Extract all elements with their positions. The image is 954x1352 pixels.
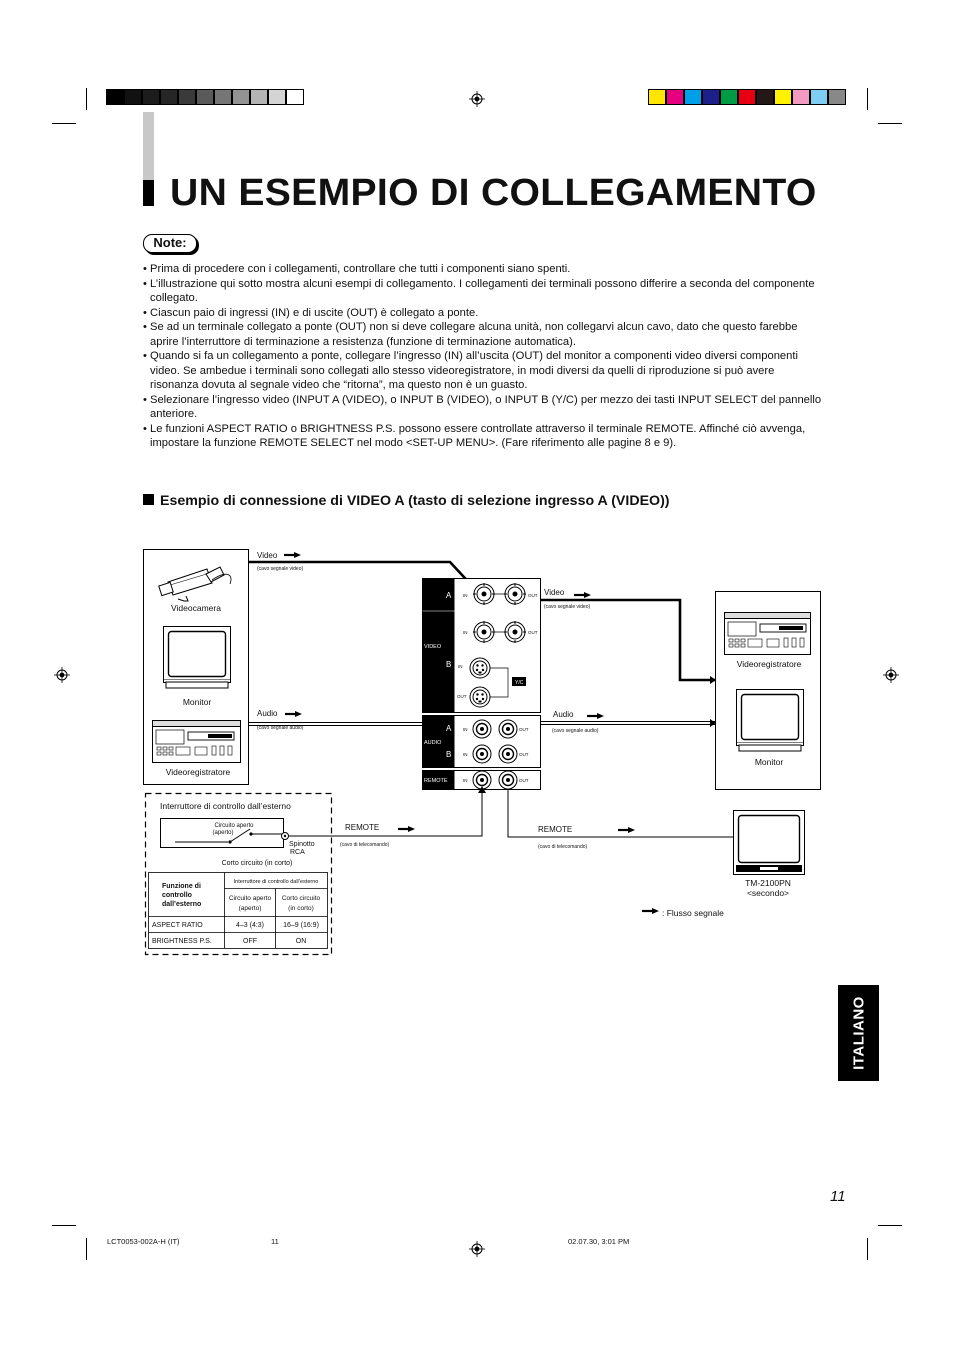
second-monitor-icon <box>734 811 805 875</box>
note-item: • Selezionare l’ingresso video (INPUT A (VIDEO), o INPUT B (VIDEO), o INPUT B (Y/C) per mezzo dei tasti INPUT SELECT del pannello anteriore. <box>143 393 823 422</box>
camera-label: Videocamera <box>171 603 221 613</box>
table-cell: 16–9 (16:9) <box>283 922 319 929</box>
panel-in-label: IN <box>463 727 468 732</box>
page-number: 11 <box>830 1188 846 1205</box>
remote-in-sublabel: (cavo di telecomando) <box>340 842 390 848</box>
video-in-sublabel: (cavo segnale video) <box>257 566 304 572</box>
monitor-label-left: Monitor <box>182 697 212 707</box>
table-row-name: ASPECT RATIO <box>152 922 203 929</box>
table-corner-line3: dall’esterno <box>162 901 202 908</box>
table-row-name: BRIGHTNESS P.S. <box>152 938 212 945</box>
panel-out-label: OUT <box>528 593 538 598</box>
table-col-short: Corto circuito <box>281 895 321 902</box>
audio-in-label: Audio <box>257 709 278 718</box>
panel-in-label: IN <box>463 778 468 783</box>
video-out-sublabel: (cavo segnale video) <box>544 604 591 610</box>
panel-out-label: OUT <box>519 727 529 732</box>
table-col-open-sub: (aperto) <box>238 905 262 912</box>
monitor-icon <box>164 627 231 689</box>
footer-date: 02.07.30, 3:01 PM <box>568 1237 630 1246</box>
note-badge: Note: <box>143 234 197 253</box>
panel-b-label: B <box>446 660 452 669</box>
table-group-header: Interruttore di controllo dall’esterno <box>233 879 319 885</box>
footer-page: 11 <box>271 1237 279 1246</box>
panel-a-label: A <box>446 724 452 733</box>
table-col-short-sub: (in corto) <box>288 905 314 912</box>
footer-doc-code: LCT0053-002A-H (IT) <box>107 1237 180 1246</box>
table-corner-line2: controllo <box>162 892 192 899</box>
remote-out-sublabel: (cavo di telecomando) <box>538 844 588 850</box>
video-in-label: Video <box>257 551 278 560</box>
table-cell: ON <box>295 938 307 945</box>
monitor-label-right: Monitor <box>754 757 784 767</box>
panel-yc-label: Y/C <box>515 680 524 686</box>
panel-audio-label: AUDIO <box>424 740 442 746</box>
section-heading-text: Esempio di connessione di VIDEO A (tasto di selezione ingresso A (VIDEO)) <box>160 493 670 509</box>
panel-out-label: OUT <box>519 752 529 757</box>
table-col-open: Circuito aperto <box>228 895 272 902</box>
language-tab-label: ITALIANO <box>850 996 867 1070</box>
page-title: UN ESEMPIO DI COLLEGAMENTO <box>170 172 817 214</box>
short-circuit-label: Corto circuito (in corto) <box>221 860 293 867</box>
note-item: • L’illustrazione qui sotto mostra alcuni esempi di collegamento. I collegamenti dei terminali possono differire a seconda del componente collegato. <box>143 277 823 306</box>
monitor-icon <box>737 690 804 752</box>
vcr-label-left: Videoregistratore <box>165 767 231 777</box>
switch-title: Interruttore di controllo dall’esterno <box>160 801 291 811</box>
rca-plug-sublabel: RCA <box>290 849 305 856</box>
vcr-icon <box>153 721 241 763</box>
audio-in-sublabel: (cavo segnale audio) <box>257 725 304 731</box>
table-cell: 4–3 (4:3) <box>235 922 265 929</box>
note-item: • Se ad un terminale collegato a ponte (OUT) non si deve collegare alcuna unità, non collegarvi alcun cavo, dato che questo farebbe aprire l’interruttore di terminazione a resistenza (funzione di terminazione automatica). <box>143 320 823 349</box>
remote-cable-in <box>288 789 482 836</box>
note-item: • Ciascun paio di ingressi (IN) e di uscite (OUT) è collegato a ponte. <box>143 306 823 321</box>
note-item: • Le funzioni ASPECT RATIO o BRIGHTNESS P.S. possono essere controllate attraverso il terminale REMOTE. Affinché ciò avvenga, impostare la funzione REMOTE SELECT nel modo <SET-UP MENU>. (Fare riferimento alle pagine 8 e 9). <box>143 422 823 451</box>
switch-area-box <box>146 794 332 955</box>
video-out-label: Video <box>544 588 565 597</box>
panel-out-label: OUT <box>528 630 538 635</box>
remote-in-label: REMOTE <box>345 823 380 832</box>
panel-a-label: A <box>446 591 452 600</box>
panel-out-label: OUT <box>457 694 467 699</box>
panel-in-label: IN <box>463 630 468 635</box>
table-cell: OFF <box>243 938 257 945</box>
panel-video-label: VIDEO <box>424 644 442 650</box>
panel-in-label: IN <box>458 664 463 669</box>
terminal-panel <box>423 579 541 790</box>
panel-in-label: IN <box>463 593 468 598</box>
panel-out-label: OUT <box>519 778 529 783</box>
legend-label: : Flusso segnale <box>662 908 724 918</box>
language-tab <box>838 985 879 1081</box>
switch-open-sublabel: (aperto) <box>212 830 234 836</box>
note-item: • Quando si fa un collegamento a ponte, collegare l’ingresso (IN) all’uscita (OUT) del monitor a componenti video diversi componenti video. Se ambedue i terminali sono collegati allo stesso videoregistratore, in modi diversi da quelli di riproduzione si può avere risonanza dovuta al segnale video che “ritorna”, ma questo non è un guasto. <box>143 349 823 393</box>
note-item: • Prima di procedere con i collegamenti, controllare che tutti i componenti siano spenti. <box>143 262 823 277</box>
audio-out-sublabel: (cavo segnale audio) <box>552 728 599 734</box>
video-cable-out <box>540 600 715 680</box>
remote-out-label: REMOTE <box>538 825 573 834</box>
second-monitor-model: TM-2100PN <box>745 878 791 888</box>
table-corner-line1: Funzione di <box>162 883 201 890</box>
switch-open-label: Circuito aperto <box>214 823 254 829</box>
vcr-label-right: Videoregistratore <box>736 659 802 669</box>
vcr-icon <box>725 613 811 655</box>
panel-b-label: B <box>446 750 452 759</box>
second-monitor-note: <secondo> <box>746 888 790 898</box>
panel-remote-label: REMOTE <box>424 778 448 784</box>
panel-in-label: IN <box>463 752 468 757</box>
rca-plug-label: Spinotto <box>289 841 315 848</box>
audio-out-label: Audio <box>553 710 574 719</box>
